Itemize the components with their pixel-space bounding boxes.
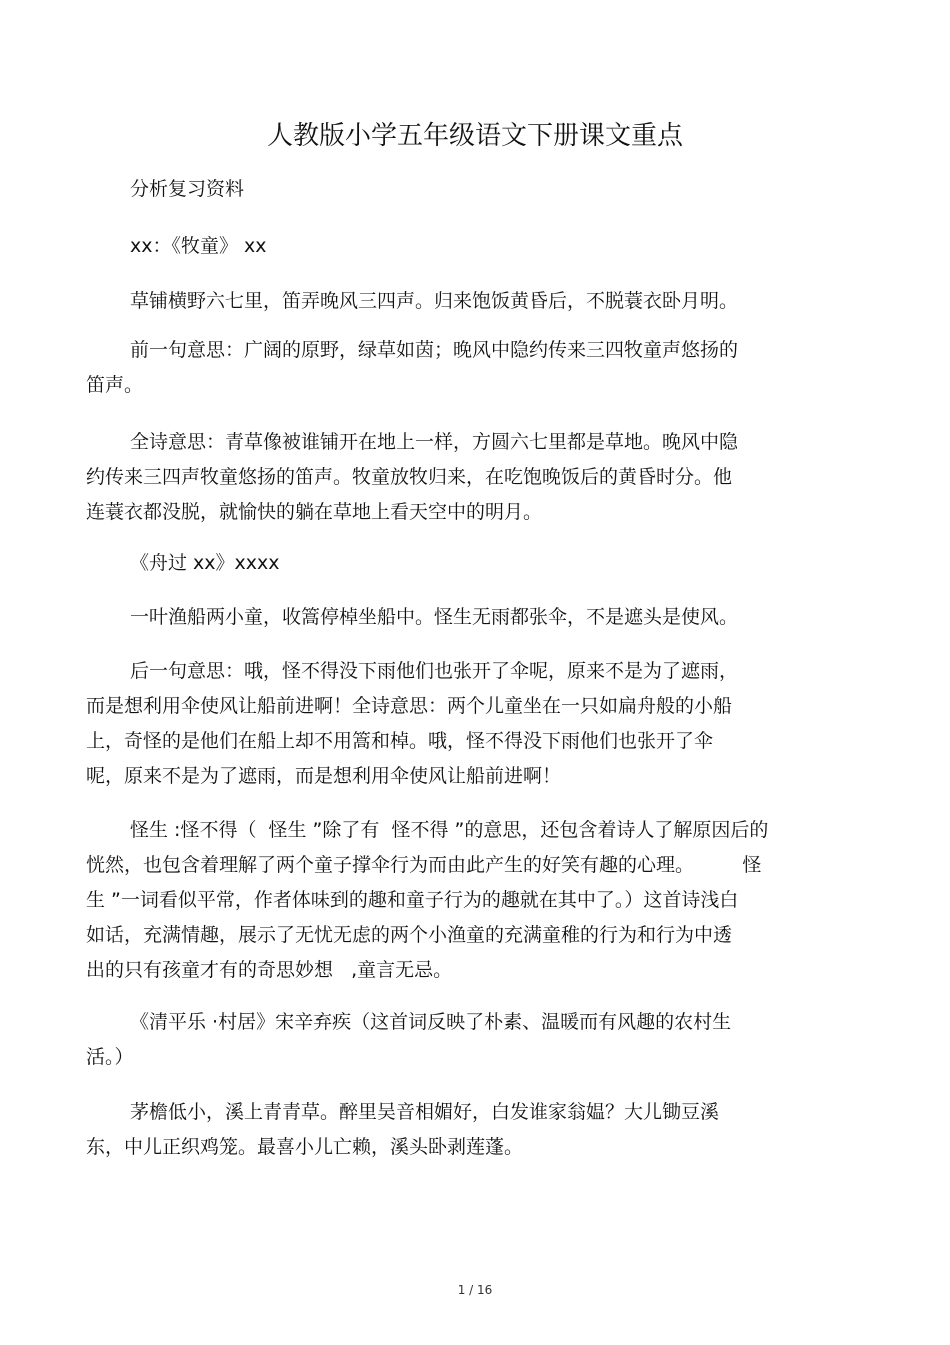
paragraph-line: 一叶渔船两小童，收篙停棹坐船中。怪生无雨都张伞，不是遮头是使风。 — [130, 606, 739, 628]
paragraph-line: 笛声。 — [86, 374, 144, 396]
paragraph-line: 《清平乐 ·村居》宋辛弃疾（这首词反映了朴素、温暖而有风趣的农村生 — [130, 1011, 732, 1033]
paragraph-line: 东，中儿正织鸡笼。最喜小儿亡赖，溪头卧剥莲蓬。 — [86, 1136, 524, 1158]
paragraph-line: xx：《牧童》 xx — [130, 235, 267, 257]
paragraph-line: 连蓑衣都没脱，就愉快的躺在草地上看天空中的明月。 — [86, 501, 543, 523]
paragraph-line: 全诗意思：青草像被谁铺开在地上一样，方圆六七里都是草地。晚风中隐 — [130, 431, 739, 453]
paragraph-line: 草铺横野六七里，笛弄晚风三四声。归来饱饭黄昏后，不脱蓑衣卧月明。 — [130, 290, 739, 312]
paragraph-line: 上，奇怪的是他们在船上却不用篙和棹。哦，怪不得没下雨他们也张开了伞 — [86, 730, 714, 752]
paragraph-line: 约传来三四声牧童悠扬的笛声。牧童放牧归来，在吃饱晚饭后的黄昏时分。他 — [86, 466, 733, 488]
document-subtitle: 分析复习资料 — [130, 178, 245, 200]
paragraph-line: 如话，充满情趣，展示了无忧无虑的两个小渔童的充满童稚的行为和行为中透 — [86, 924, 733, 946]
page-indicator: 1 / 16 — [457, 1283, 493, 1297]
paragraph-line: 活。） — [86, 1046, 134, 1068]
paragraph-line: 怪生 :怪不得（ 怪生 ”除了有 怪不得 ”的意思，还包含着诗人了解原因后的 — [130, 819, 769, 841]
paragraph-line: 出的只有孩童才有的奇思妙想 ,童言无忌。 — [86, 959, 453, 981]
paragraph-line: 生 ”一词看似平常，作者体味到的趣和童子行为的趣就在其中了。）这首诗浅白 — [86, 889, 739, 911]
paragraph-line: 而是想利用伞使风让船前进啊！全诗意思：两个儿童坐在一只如扁舟般的小船 — [86, 695, 733, 717]
paragraph-line: 茅檐低小，溪上青青草。醉里吴音相媚好，白发谁家翁媪？大儿锄豆溪 — [130, 1101, 720, 1123]
document-title: 人教版小学五年级语文下册课文重点 — [266, 121, 683, 151]
paragraph-line: 恍然，也包含着理解了两个童子撑伞行为而由此产生的好笑有趣的心理。 怪 — [86, 854, 762, 876]
paragraph-line: 《舟过 xx》xxxx — [130, 552, 280, 574]
paragraph-line: 呢，原来不是为了遮雨，而是想利用伞使风让船前进啊！ — [86, 765, 562, 787]
paragraph-line: 前一句意思：广阔的原野，绿草如茵；晚风中隐约传来三四牧童声悠扬的 — [130, 339, 739, 361]
paragraph-line: 后一句意思：哦，怪不得没下雨他们也张开了伞呢，原来不是为了遮雨， — [130, 660, 739, 682]
